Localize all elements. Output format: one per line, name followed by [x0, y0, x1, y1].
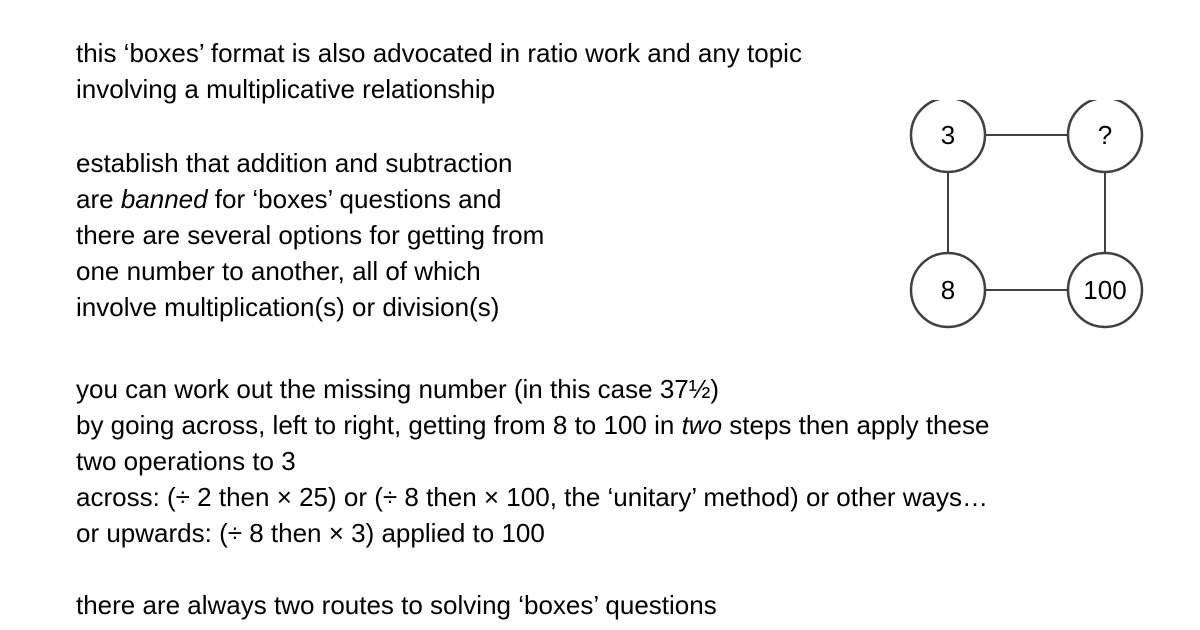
- boxes-diagram: [905, 100, 1155, 340]
- intro-line-1: this ‘boxes’ format is also advocated in ratio work and any topic: [76, 38, 802, 68]
- banned-emphasis: banned: [120, 184, 208, 214]
- banned-line-1: establish that addition and subtraction: [76, 148, 513, 178]
- paragraph-intro: [76, 35, 802, 107]
- conclusion-line-1: there are always two routes to solving ‘boxes’ questions: [76, 590, 717, 620]
- method-line-4: across: (÷ 2 then × 25) or (÷ 8 then × 100, the ‘unitary’ method) or other ways…: [76, 482, 989, 512]
- method-line-2: [76, 407, 989, 443]
- method-line-2-post: steps then apply these: [722, 410, 990, 440]
- paragraph-method: [76, 371, 989, 551]
- intro-line-2: involving a multiplicative relationship: [76, 74, 496, 104]
- paragraph-banned: [76, 145, 544, 325]
- banned-line-5: involve multiplication(s) or division(s): [76, 292, 500, 322]
- paragraph-conclusion: [76, 587, 717, 623]
- method-line-2-pre: by going across, left to right, getting from 8 to 100 in: [76, 410, 682, 440]
- banned-line-2-pre: are: [76, 184, 121, 214]
- method-line-5: or upwards: (÷ 8 then × 3) applied to 100: [76, 518, 545, 548]
- banned-line-2: [76, 181, 544, 217]
- method-line-3: two operations to 3: [76, 446, 296, 476]
- node-bottom-right-label: 100: [1083, 275, 1127, 305]
- node-top-left-label: 3: [940, 120, 956, 150]
- banned-line-4: one number to another, all of which: [76, 256, 481, 286]
- node-top-right-label: ?: [1097, 120, 1113, 150]
- method-emphasis: two: [681, 410, 723, 440]
- banned-line-2-post: for ‘boxes’ questions and: [207, 184, 502, 214]
- node-bottom-left-label: 8: [940, 275, 956, 305]
- method-line-1: you can work out the missing number (in this case 37½): [76, 374, 720, 404]
- banned-line-3: there are several options for getting from: [76, 220, 545, 250]
